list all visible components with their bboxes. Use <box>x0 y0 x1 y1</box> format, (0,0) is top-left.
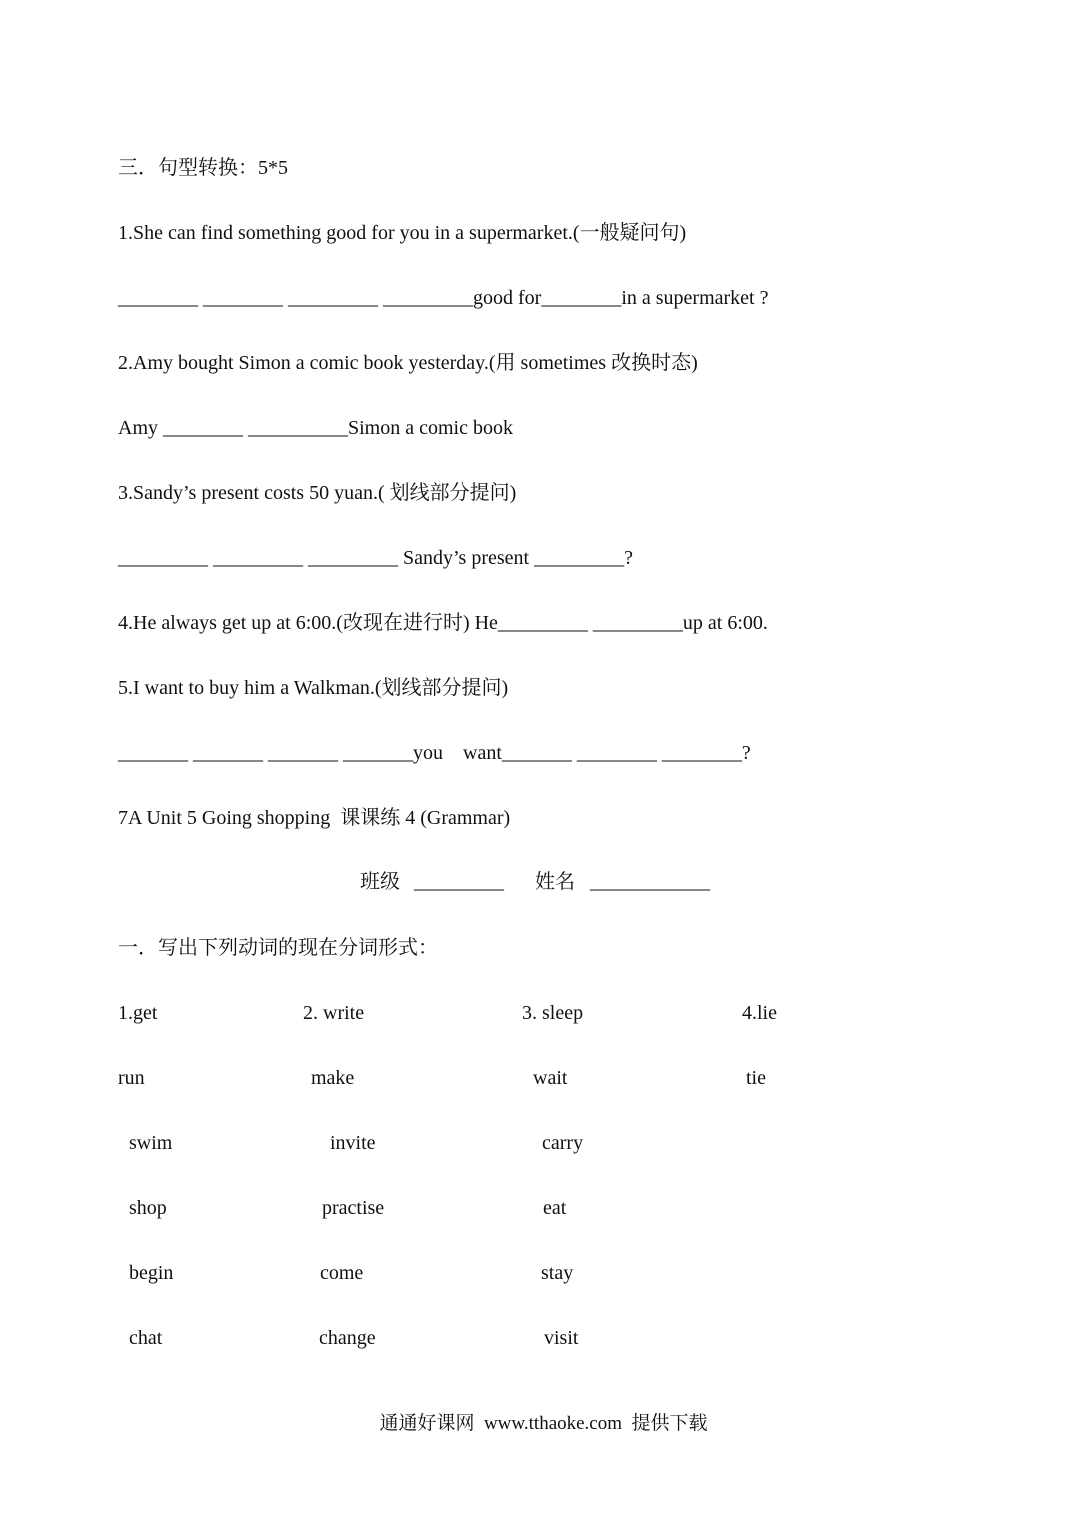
verb-cell: 2. write <box>303 1002 365 1024</box>
worksheet-title: 7A Unit 5 Going shopping 课课练 4 (Grammar) <box>118 807 511 829</box>
verb-cell: change <box>319 1327 376 1349</box>
verb-cell: wait <box>533 1067 568 1089</box>
verb-cell: stay <box>541 1262 574 1284</box>
section-three-heading: 三．句型转换：5*5 <box>118 157 288 179</box>
name-blank: ____________ <box>590 871 710 893</box>
question-2: 2.Amy bought Simon a comic book yesterday.(用 sometimes 改换时态) <box>118 352 698 374</box>
section-one-heading: 一．写出下列动词的现在分词形式： <box>118 937 438 959</box>
verb-cell: 4.lie <box>742 1002 777 1024</box>
verb-cell: 3. sleep <box>522 1002 584 1024</box>
verb-cell: 1.get <box>118 1002 158 1024</box>
verb-cell: run <box>118 1067 145 1089</box>
question-3: 3.Sandy’s present costs 50 yuan.( 划线部分提问) <box>118 482 517 504</box>
verb-cell: make <box>311 1067 355 1089</box>
name-label: 姓名 <box>535 871 575 893</box>
answer-3-blanks: _________ _________ _________ Sandy’s present _________? <box>118 547 633 569</box>
verb-cell: chat <box>129 1327 163 1349</box>
answer-1-blanks: ________ ________ _________ _________good for________in a supermarket ? <box>118 287 769 309</box>
verb-cell: tie <box>746 1067 766 1089</box>
verb-cell: shop <box>129 1197 167 1219</box>
verb-cell: invite <box>330 1132 376 1154</box>
question-5: 5.I want to buy him a Walkman.(划线部分提问) <box>118 677 509 699</box>
verb-cell: begin <box>129 1262 174 1284</box>
question-1: 1.She can find something good for you in a supermarket.(一般疑问句) <box>118 222 687 244</box>
question-4: 4.He always get up at 6:00.(改现在进行时) He_________ _________up at 6:00. <box>118 612 768 634</box>
verb-cell: visit <box>544 1327 579 1349</box>
answer-2-blanks: Amy ________ __________Simon a comic book <box>118 417 513 439</box>
answer-5-blanks: _______ _______ _______ _______you want_______ ________ ________? <box>118 742 751 764</box>
class-blank: _________ <box>414 871 504 893</box>
verb-cell: swim <box>129 1132 173 1154</box>
verb-cell: eat <box>543 1197 567 1219</box>
verb-cell: come <box>320 1262 364 1284</box>
class-label: 班级 <box>360 871 400 893</box>
verb-cell: carry <box>542 1132 584 1154</box>
page-footer: 通通好课网 www.tthaoke.com 提供下载 <box>379 1413 708 1434</box>
verb-cell: practise <box>322 1197 385 1219</box>
